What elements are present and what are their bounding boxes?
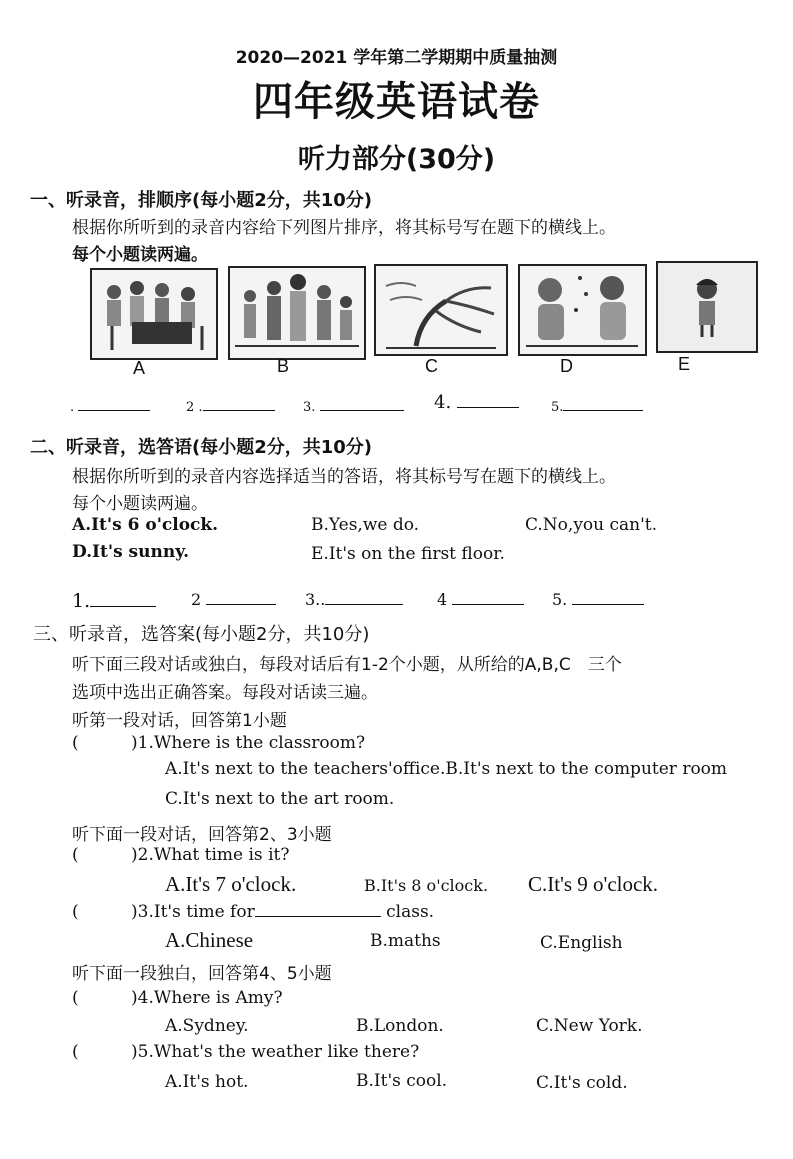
picture-label-c: C — [425, 356, 438, 376]
section3-heading: 三、听录音，选答案(每小题2分，共10分) — [33, 624, 370, 645]
q4-option-b: B.London. — [356, 1016, 444, 1036]
section3-group2: 听下面一段对话，回答第2、3小题 — [72, 825, 332, 845]
q2-answer-paren[interactable]: ( — [72, 845, 79, 865]
section3-instruction: 听下面三段对话或独白，每段对话后有1-2个小题，从所给的A,B,C 三个 — [72, 655, 622, 675]
section1-heading: 一、听录音，排顺序(每小题2分，共10分) — [30, 190, 373, 211]
q5-option-a: A.It's hot. — [165, 1072, 249, 1092]
picture-d — [518, 264, 647, 356]
q3-stem: )3.It's time for class. — [131, 902, 435, 922]
q2-stem: )2.What time is it? — [131, 845, 290, 865]
q3-option-b: B.maths — [370, 931, 441, 951]
q2-option-c: C.It's 9 o'clock. — [528, 872, 659, 896]
section3-group1: 听第一段对话，回答第1小题 — [72, 711, 287, 731]
picture-label-a: A — [133, 358, 146, 378]
s1-answer-1[interactable]: . — [70, 396, 150, 415]
section2-instruction-2: 每个小题读两遍。 — [72, 494, 208, 514]
picture-label-e: E — [678, 354, 691, 374]
s2-option-e: E.It's on the first floor. — [311, 544, 505, 564]
s2-answer-4[interactable]: 4 — [437, 590, 524, 609]
q4-answer-paren[interactable]: ( — [72, 988, 79, 1008]
q1-option-c: C.It's next to the art room. — [165, 789, 395, 809]
exam-subtitle: 2020—2021 学年第二学期期中质量抽测 — [235, 48, 558, 68]
s1-answer-4[interactable]: 4. — [434, 392, 519, 413]
q4-option-a: A.Sydney. — [165, 1016, 249, 1036]
s1-answer-5[interactable]: 5. — [551, 396, 643, 415]
q2-option-a: A.It's 7 o'clock. — [165, 872, 297, 896]
q5-option-c: C.It's cold. — [536, 1073, 628, 1093]
picture-e — [656, 261, 758, 353]
girl-icon — [658, 263, 756, 351]
s1-answer-2[interactable]: 2 . — [186, 396, 275, 415]
windy-tree-icon — [376, 266, 506, 354]
q5-stem: )5.What's the weather like there? — [131, 1042, 420, 1062]
section3-group3: 听下面一段独白，回答第4、5小题 — [72, 964, 332, 984]
snowy-kids-icon — [520, 266, 645, 354]
q3-answer-paren[interactable]: ( — [72, 902, 79, 922]
picture-c — [374, 264, 508, 356]
section1-instruction: 根据你所听到的录音内容给下列图片排序，将其标号写在题下的横线上。 — [72, 218, 616, 238]
q4-option-c: C.New York. — [536, 1016, 643, 1036]
s2-option-a: A.It's 6 o'clock. — [72, 515, 219, 535]
s2-answer-1[interactable]: 1. — [72, 590, 156, 612]
picture-b — [228, 266, 366, 360]
q3-option-c: C.English — [540, 933, 623, 953]
children-group-icon — [92, 270, 216, 358]
family-icon — [230, 268, 364, 358]
exam-title: 四年级英语试卷 — [253, 79, 540, 125]
picture-label-d: D — [560, 356, 573, 376]
q2-option-b: B.It's 8 o'clock. — [364, 876, 489, 895]
section2-heading: 二、听录音，选答语(每小题2分，共10分) — [30, 437, 373, 458]
q4-stem: )4.Where is Amy? — [131, 988, 283, 1008]
s1-answer-3[interactable]: 3. — [303, 396, 404, 415]
s2-option-b: B.Yes,we do. — [311, 515, 420, 535]
picture-label-b: B — [277, 356, 290, 376]
s2-answer-2[interactable]: 2 — [191, 590, 276, 609]
section3-instruction-2: 选项中选出正确答案。每段对话读三遍。 — [72, 683, 378, 703]
listening-part-title: 听力部分(30分) — [297, 144, 496, 175]
q5-answer-paren[interactable]: ( — [72, 1042, 79, 1062]
s2-answer-5[interactable]: 5. — [552, 590, 644, 609]
s2-option-c: C.No,you can't. — [525, 515, 658, 535]
section2-instruction: 根据你所听到的录音内容选择适当的答语，将其标号写在题下的横线上。 — [72, 467, 616, 487]
section1-instruction-2: 每个小题读两遍。 — [72, 245, 208, 265]
s2-answer-3[interactable]: 3.. — [305, 590, 403, 609]
q1-option-ab: A.It's next to the teachers'office.B.It's next to the computer room — [165, 759, 728, 779]
s2-option-d: D.It's sunny. — [72, 542, 190, 562]
q1-stem: )1.Where is the classroom? — [131, 733, 366, 753]
q3-option-a: A.Chinese — [165, 928, 254, 952]
q1-answer-paren[interactable]: ( — [72, 733, 79, 753]
q5-option-b: B.It's cool. — [356, 1071, 448, 1091]
picture-a — [90, 268, 218, 360]
